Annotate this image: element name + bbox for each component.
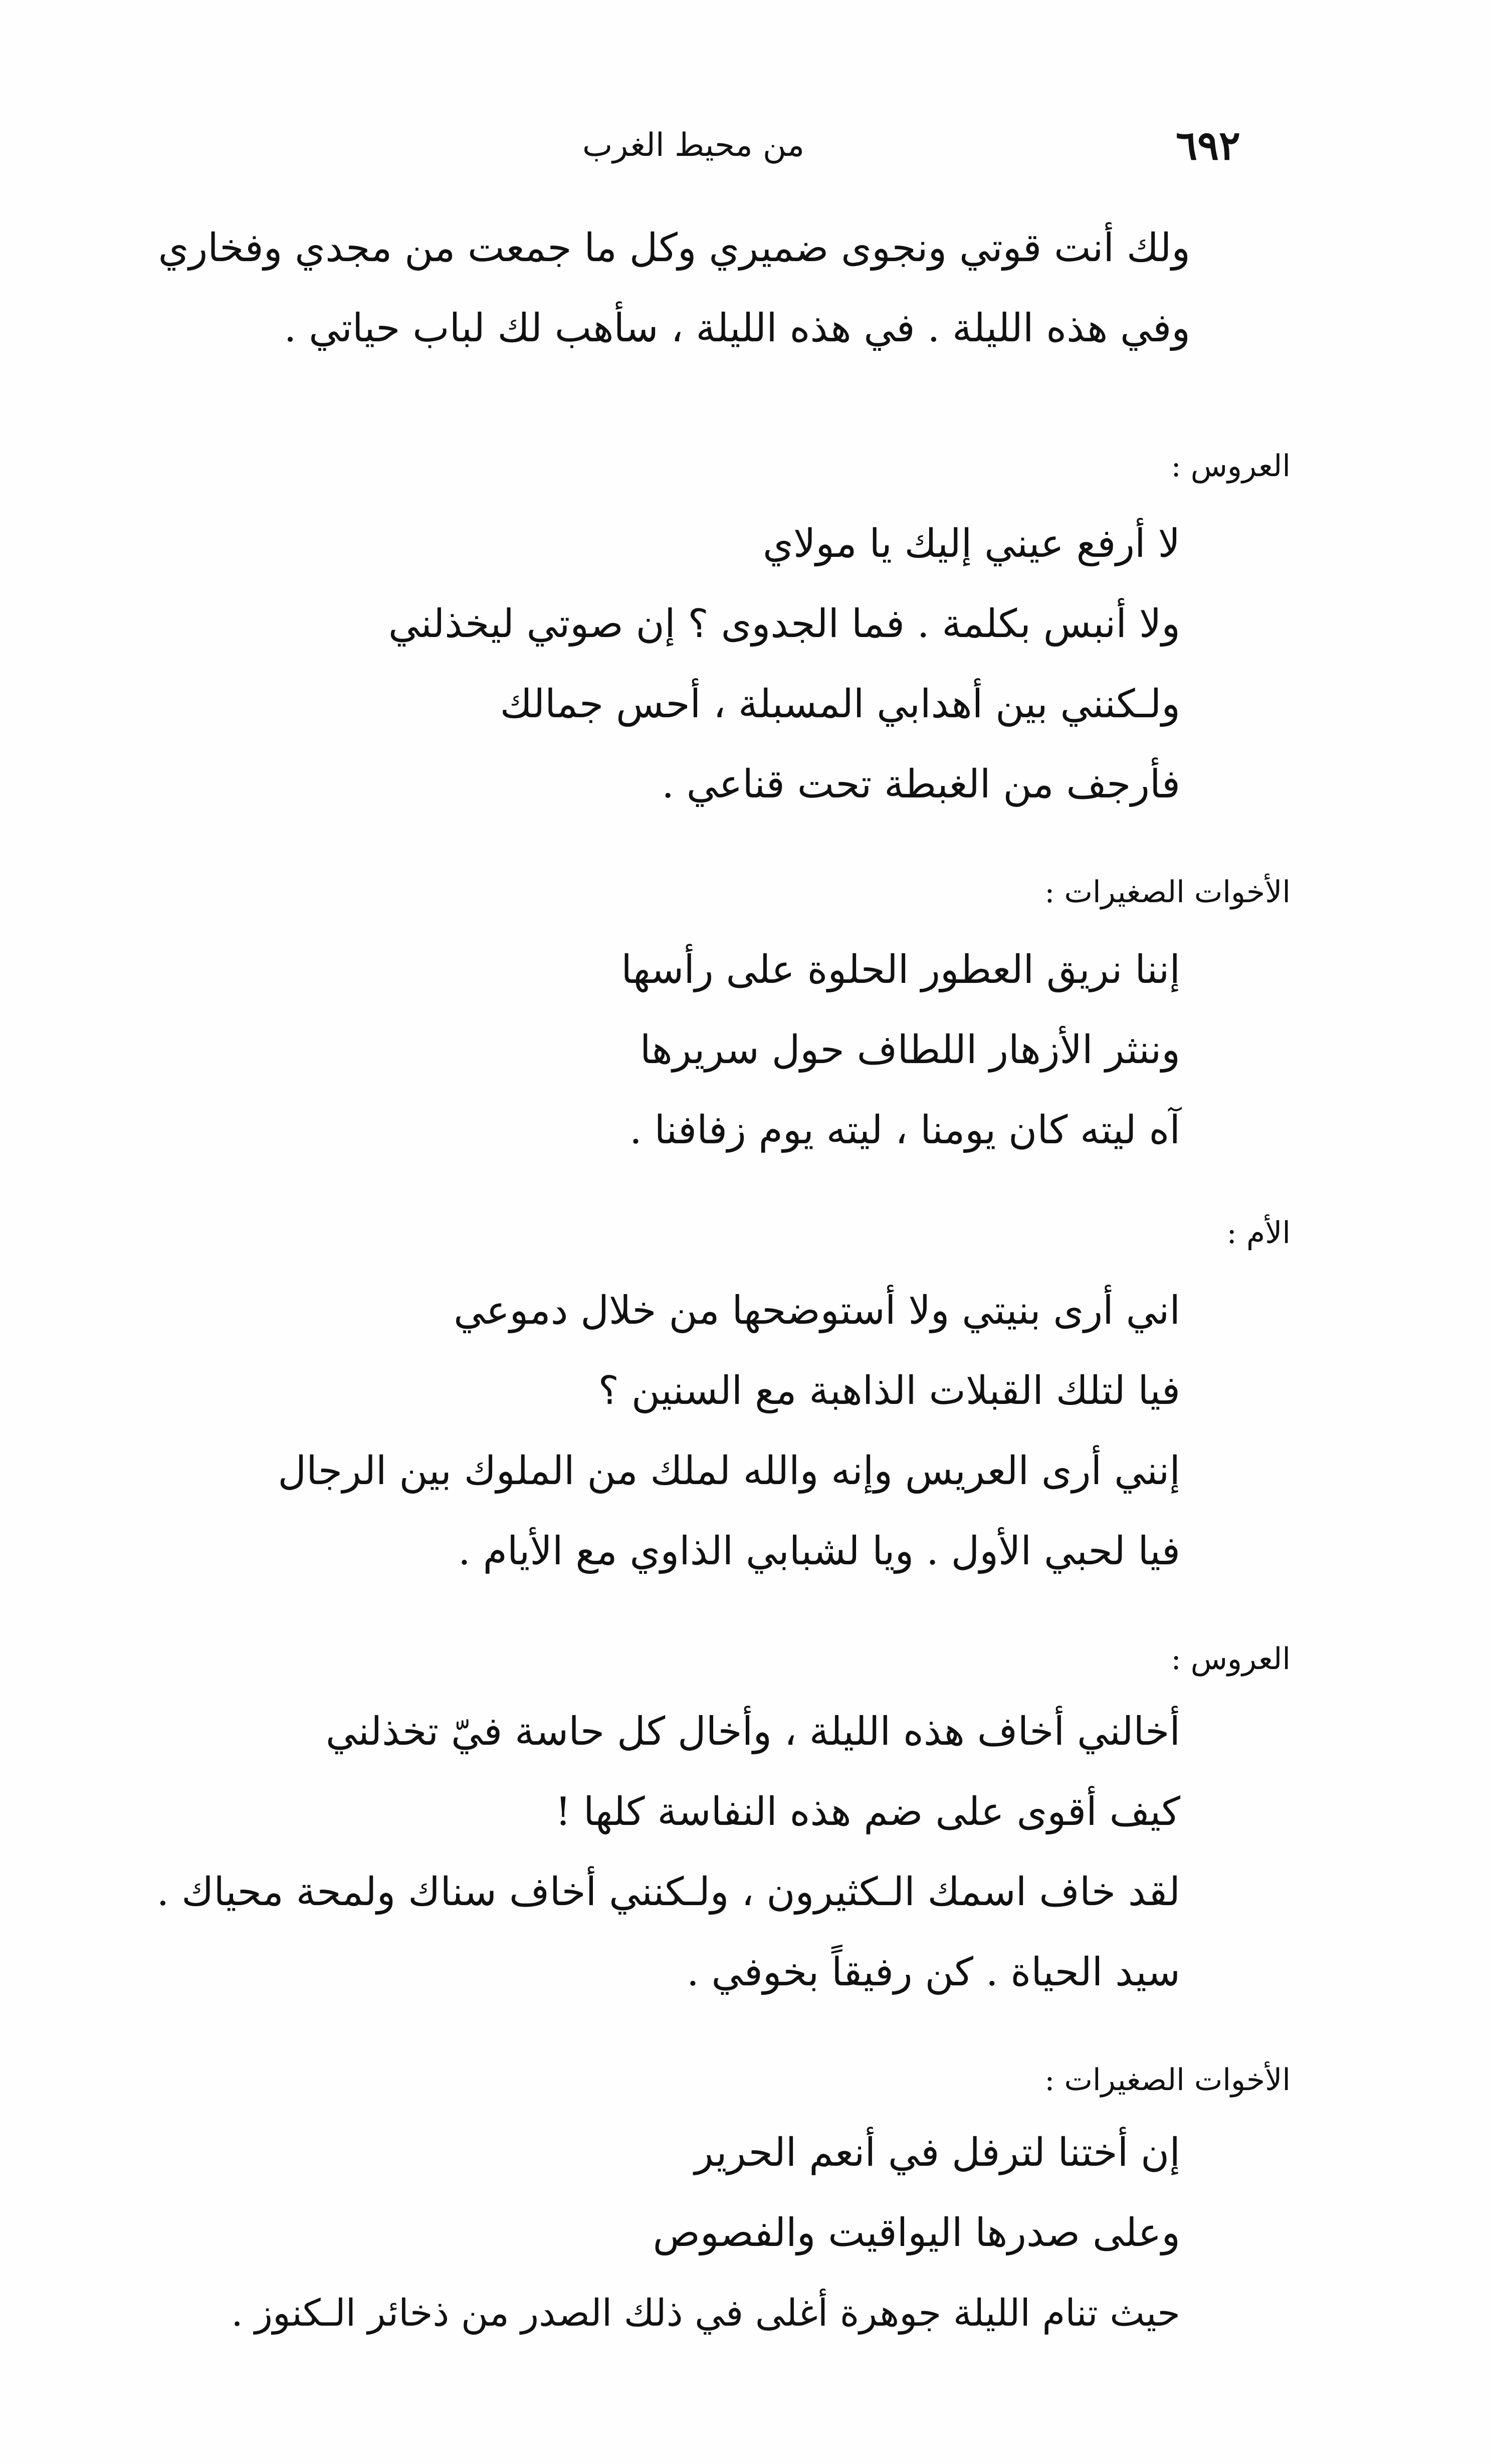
- verse-line: آه ليته كان يومنا ، ليته يوم زفافنا .: [629, 1108, 1180, 1153]
- speaker-label: الأم :: [1226, 1215, 1291, 1251]
- verse-line: لقد خاف اسمك الـكثيرون ، ولـكنني أخاف سناك ولمحة محياك .: [156, 1870, 1180, 1915]
- running-title: من محيط الغرب: [582, 127, 804, 164]
- verse-line: إنني أرى العريس وإنه والله لملك من الملوك بين الرجال: [278, 1449, 1180, 1494]
- verse-line: ولا أنبس بكلمة . فما الجدوى ؟ إن صوتي ليخذلني: [388, 601, 1180, 647]
- verse-line: سيد الحياة . كن رفيقاً بخوفي .: [686, 1950, 1180, 1995]
- verse-line: وننثر الأزهار اللطاف حول سريرها: [640, 1028, 1180, 1073]
- verse-line: ولك أنت قوتي ونجوى ضميري وكل ما جمعت من مجدي وفخاري: [158, 226, 1190, 271]
- speaker-label: العروس :: [1171, 1641, 1291, 1677]
- verse-line: اني أرى بنيتي ولا أستوضحها من خلال دموعي: [454, 1288, 1180, 1333]
- speaker-label: الأخوات الصغيرات :: [1044, 2063, 1291, 2098]
- verse-line: وعلى صدرها اليواقيت والفصوص: [653, 2210, 1180, 2255]
- verse-line: وفي هذه الليلة . في هذه الليلة ، سأهب لك لباب حياتي .: [284, 306, 1190, 351]
- verse-line: إن أختنا لترفل في أنعم الحرير: [694, 2130, 1180, 2175]
- verse-line: حيث تنام الليلة جوهرة أغلى في ذلك الصدر من ذخائر الـكنوز .: [231, 2292, 1180, 2335]
- verse-line: أخالني أخاف هذه الليلة ، وأخال كل حاسة فيّ تخذلني: [325, 1709, 1180, 1754]
- page-number: ٦٩٢: [1176, 122, 1240, 169]
- verse-line: ولـكنني بين أهدابي المسبلة ، أحس جمالك: [500, 682, 1180, 727]
- verse-line: فأرجف من الغبطة تحت قناعي .: [662, 762, 1180, 807]
- verse-line: فيا لتلك القبلات الذاهبة مع السنين ؟: [598, 1368, 1180, 1413]
- verse-line: فيا لحبي الأول . ويا لشبابي الذاوي مع الأيام .: [458, 1529, 1180, 1574]
- verse-line: إننا نريق العطور الحلوة على رأسها: [621, 947, 1180, 992]
- speaker-label: العروس :: [1171, 449, 1291, 484]
- verse-line: لا أرفع عيني إليك يا مولاي: [762, 521, 1180, 566]
- verse-line: كيف أقوى على ضم هذه النفاسة كلها !: [555, 1789, 1180, 1834]
- speaker-label: الأخوات الصغيرات :: [1044, 875, 1291, 910]
